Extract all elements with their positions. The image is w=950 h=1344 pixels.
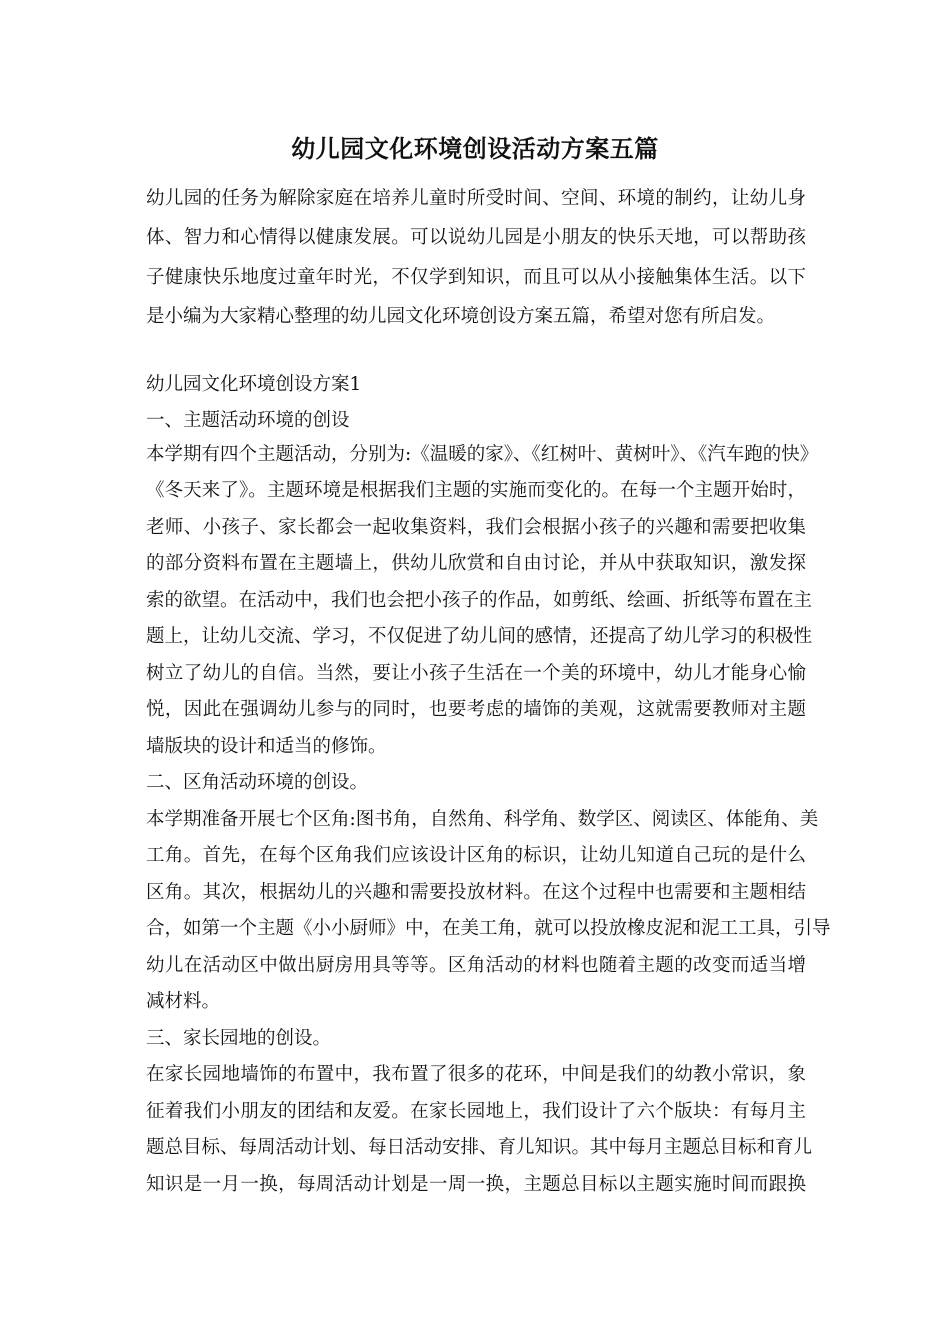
paragraph-line: 知识是一月一换，每周活动计划是一周一换，主题总目标以主题实施时间而跟换 — [146, 1174, 806, 1195]
plan-heading: 幼儿园文化环境创设方案1 — [146, 374, 362, 395]
paragraph-line: 题上，让幼儿交流、学习，不仅促进了幼儿间的感情，还提高了幼儿学习的积极性 — [146, 626, 813, 647]
paragraph-line: 合，如第一个主题《小小厨师》中，在美工角，就可以投放橡皮泥和泥工工具，引导 — [146, 918, 831, 939]
paragraph-line: 本学期有四个主题活动，分别为:《温暖的家》、《红树叶、黄树叶》、《汽车跑的快》 — [146, 444, 819, 465]
paragraph-line: 墙版块的设计和适当的修饰。 — [146, 736, 387, 757]
intro-line: 幼儿园的任务为解除家庭在培养儿童时所受时间、空间、环境的制约，让幼儿身 — [146, 188, 806, 209]
section-heading: 二、区角活动环境的创设。 — [146, 772, 369, 793]
paragraph-line: 的部分资料布置在主题墙上，供幼儿欣赏和自由讨论，并从中获取知识，激发探 — [146, 553, 806, 574]
intro-line: 体、智力和心情得以健康发展。可以说幼儿园是小朋友的快乐天地，可以帮助孩 — [146, 227, 806, 248]
paragraph-line: 老师、小孩子、家长都会一起收集资料，我们会根据小孩子的兴趣和需要把收集 — [146, 517, 806, 538]
paragraph-line: 本学期准备开展七个区角:图书角，自然角、科学角、数学区、阅读区、体能角、美 — [146, 809, 819, 830]
paragraph-line: 索的欲望。在活动中，我们也会把小孩子的作品，如剪纸、绘画、折纸等布置在主 — [146, 590, 813, 611]
paragraph-line: 在家长园地墙饰的布置中，我布置了很多的花环，中间是我们的幼教小常识，象 — [146, 1064, 806, 1085]
paragraph-line: 工角。首先，在每个区角我们应该设计区角的标识，让幼儿知道自己玩的是什么 — [146, 845, 806, 866]
section-heading: 一、主题活动环境的创设 — [146, 410, 350, 431]
section-heading: 三、家长园地的创设。 — [146, 1028, 332, 1049]
paragraph-line: 征着我们小朋友的团结和友爱。在家长园地上，我们设计了六个版块：有每月主 — [146, 1101, 806, 1122]
intro-line: 是小编为大家精心整理的幼儿园文化环境创设方案五篇，希望对您有所启发。 — [146, 306, 776, 327]
paragraph-line: 题总目标、每周活动计划、每日活动安排、育儿知识。其中每月主题总目标和育儿 — [146, 1137, 813, 1158]
paragraph-line: 减材料。 — [146, 991, 221, 1012]
paragraph-line: 区角。其次，根据幼儿的兴趣和需要投放材料。在这个过程中也需要和主题相结 — [146, 882, 806, 903]
paragraph-line: 《冬天来了》。主题环境是根据我们主题的实施而变化的。在每一个主题开始时， — [146, 480, 806, 501]
paragraph-line: 树立了幼儿的自信。当然，要让小孩子生活在一个美的环境中，幼儿才能身心愉 — [146, 663, 806, 684]
paragraph-line: 幼儿在活动区中做出厨房用具等等。区角活动的材料也随着主题的改变而适当增 — [146, 955, 806, 976]
document-title: 幼儿园文化环境创设活动方案五篇 — [291, 134, 659, 163]
intro-line: 子健康快乐地度过童年时光，不仅学到知识，而且可以从小接触集体生活。以下 — [146, 267, 806, 288]
paragraph-line: 悦，因此在强调幼儿参与的同时，也要考虑的墙饰的美观，这就需要教师对主题 — [146, 699, 806, 720]
